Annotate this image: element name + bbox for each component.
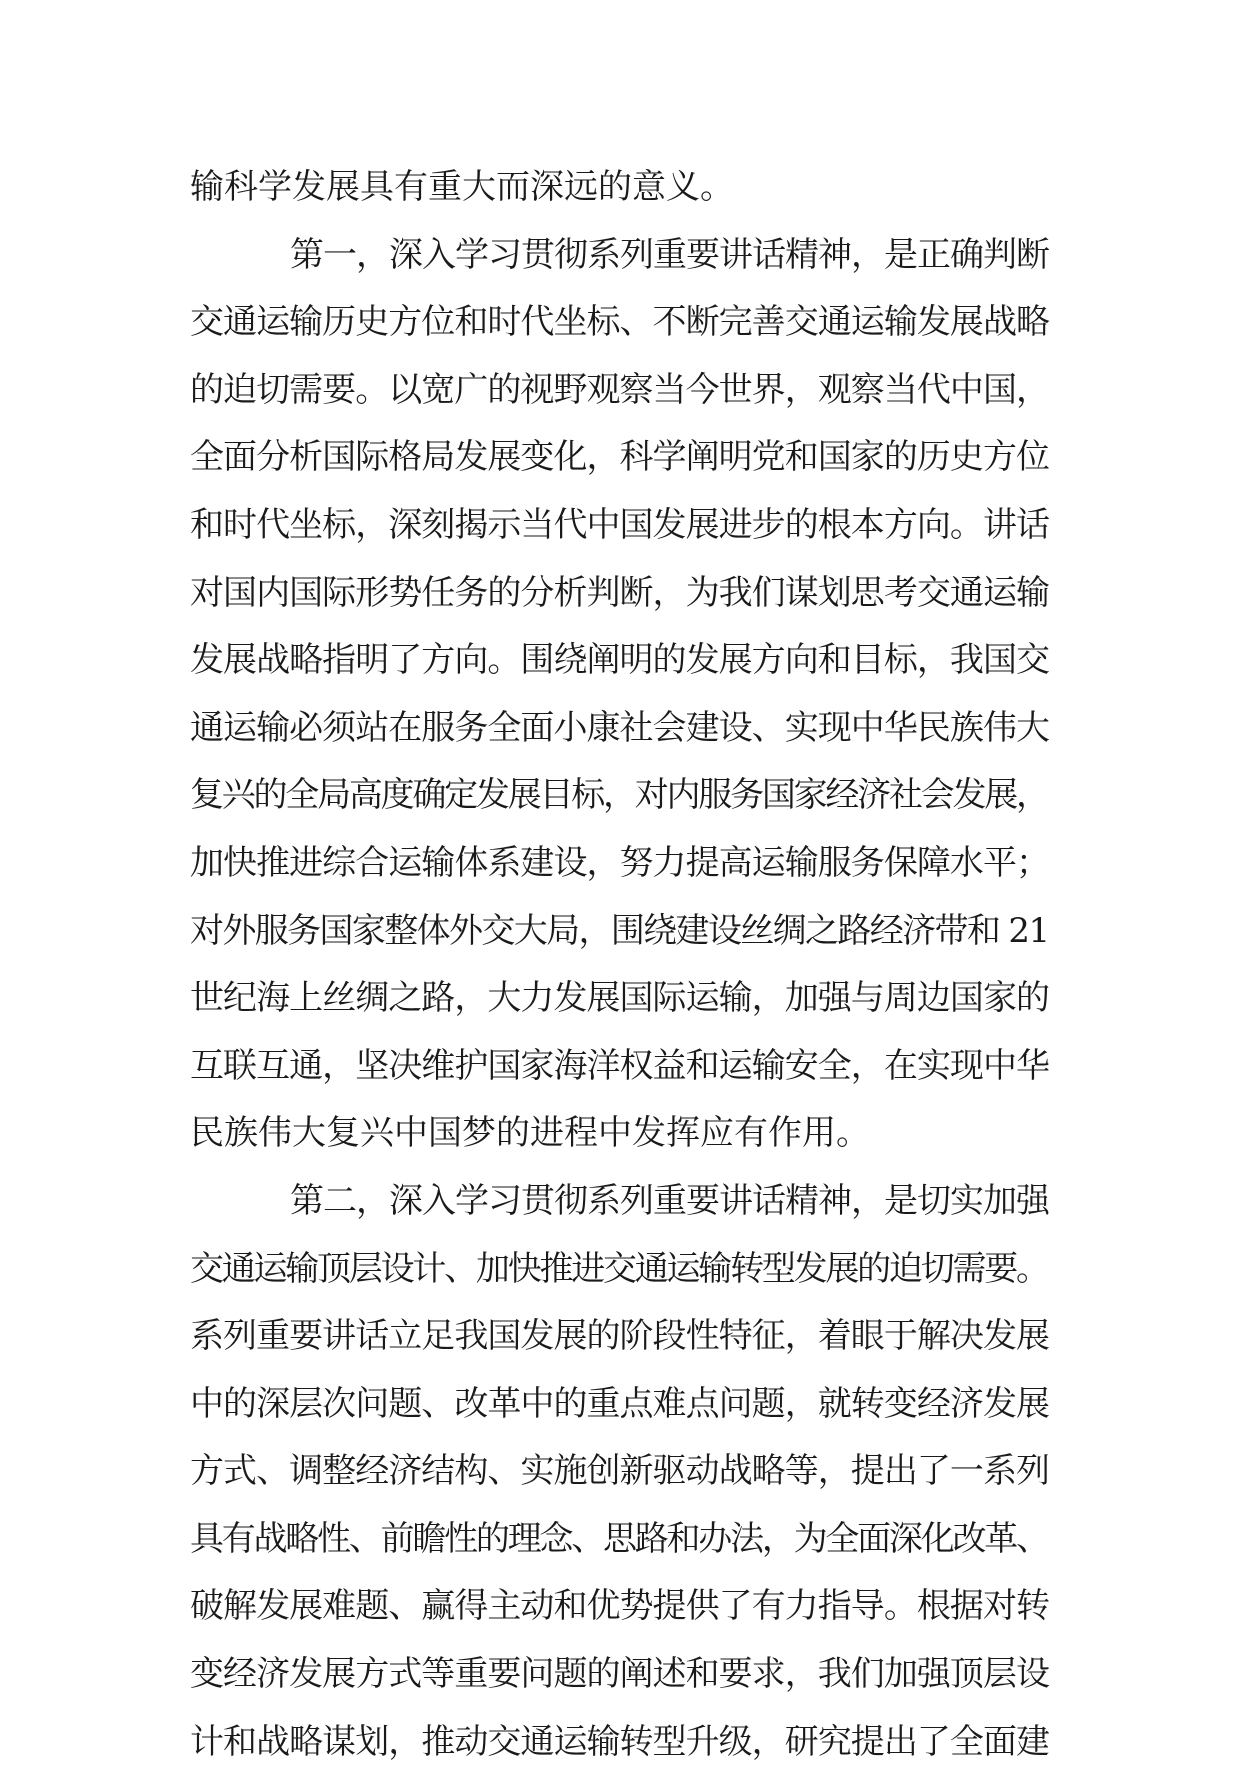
- text-line: 对国内国际形势任务的分析判断，为我们谋划思考交通运输: [190, 572, 1050, 613]
- text-line: 破解发展难题、赢得主动和优势提供了有力指导。根据对转: [190, 1586, 1050, 1627]
- text-line: 全面分析国际格局发展变化，科学阐明党和国家的历史方位: [190, 437, 1050, 478]
- document-body: [190, 154, 1050, 1776]
- paragraph-first-line: 第二，深入学习贯彻系列重要讲话精神，是切实加强: [290, 1180, 1049, 1221]
- text-line: 交通运输顶层设计、加快推进交通运输转型发展的迫切需要。: [190, 1248, 1048, 1289]
- text-line: 计和战略谋划，推动交通运输转型升级，研究提出了全面建: [190, 1721, 1050, 1762]
- text-line: 世纪海上丝绸之路，大力发展国际运输，加强与周边国家的: [190, 978, 1050, 1019]
- text-line: 互联互通，坚决维护国家海洋权益和运输安全，在实现中华: [190, 1045, 1050, 1086]
- text-line: 中的深层次问题、改革中的重点难点问题，就转变经济发展: [190, 1383, 1050, 1424]
- text-line: 变经济发展方式等重要问题的阐述和要求，我们加强顶层设: [190, 1654, 1050, 1695]
- text-line: 系列重要讲话立足我国发展的阶段性特征，着眼于解决发展: [190, 1316, 1050, 1357]
- text-line: 具有战略性、前瞻性的理念、思路和办法，为全面深化改革、: [190, 1518, 1048, 1559]
- text-line: 加快推进综合运输体系建设，努力提高运输服务保障水平；: [190, 842, 1050, 883]
- text-line: 复兴的全局高度确定发展目标，对内服务国家经济社会发展，: [190, 775, 1048, 816]
- text-line: 发展战略指明了方向。围绕阐明的发展方向和目标，我国交: [190, 640, 1050, 681]
- text-line: 方式、调整经济结构、实施创新驱动战略等，提出了一系列: [190, 1451, 1050, 1492]
- text-line: 民族伟大复兴中国梦的进程中发挥应有作用。: [190, 1113, 870, 1154]
- text-line: 和时代坐标，深刻揭示当代中国发展进步的根本方向。讲话: [190, 504, 1050, 545]
- text-line: 交通运输历史方位和时代坐标、不断完善交通运输发展战略: [190, 302, 1050, 343]
- text-line: 对外服务国家整体外交大局，围绕建设丝绸之路经济带和 21: [190, 910, 1049, 951]
- text-line: 的迫切需要。以宽广的视野观察当今世界，观察当代中国，: [190, 369, 1050, 410]
- paragraph-first-line: 第一，深入学习贯彻系列重要讲话精神，是正确判断: [290, 234, 1049, 275]
- text-line: 通运输必须站在服务全面小康社会建设、实现中华民族伟大: [190, 707, 1050, 748]
- text-line: 输科学发展具有重大而深远的意义。: [190, 167, 734, 207]
